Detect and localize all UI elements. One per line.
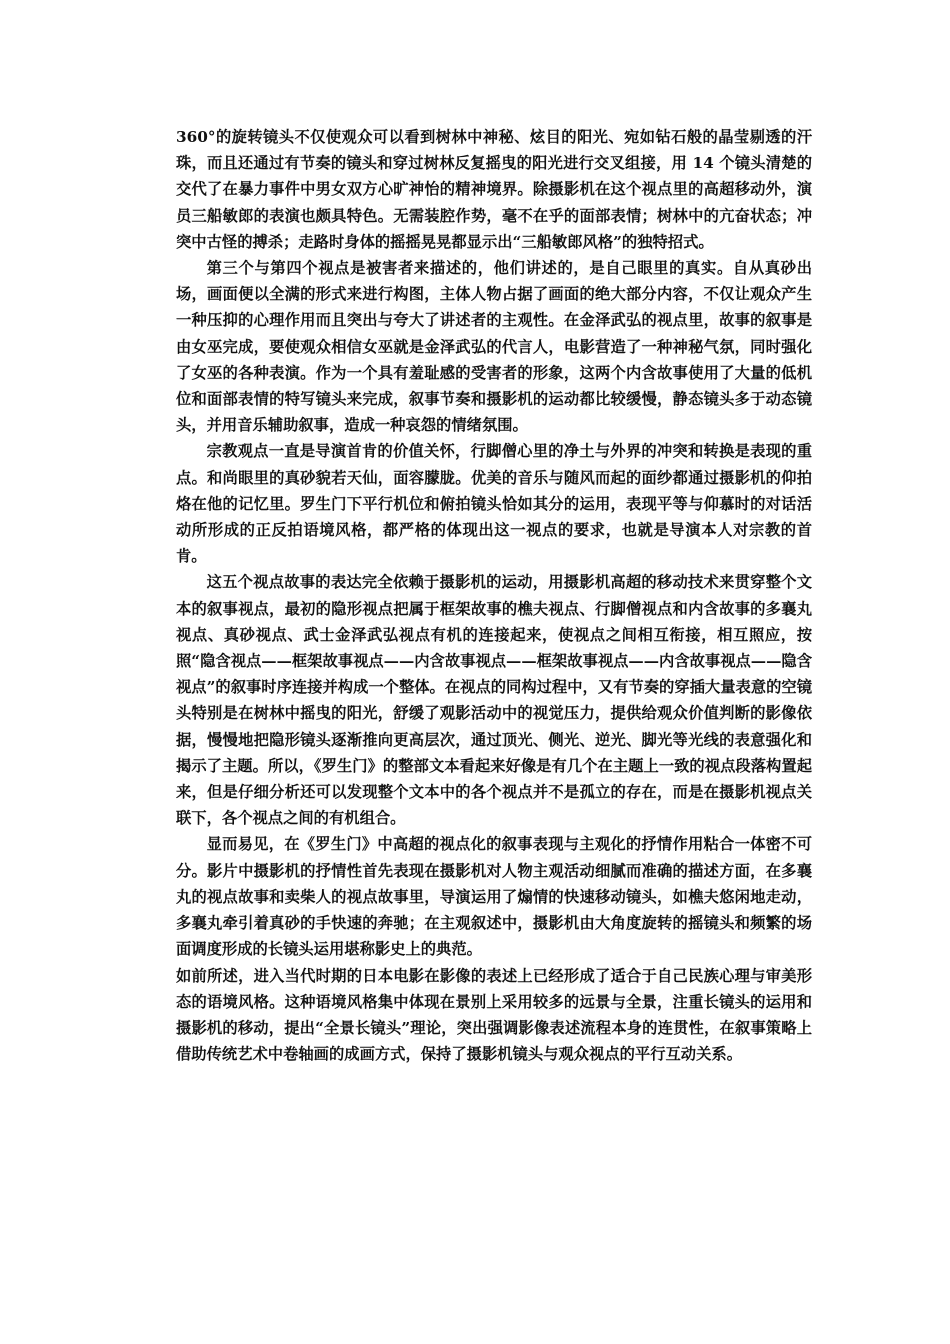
paragraph-3: 宗教观点一直是导演首肯的价值关怀，行脚僧心里的净土与外界的冲突和转换是表现的重点。和尚眼里的真砂貌若天仙，面容朦胧。优美的音乐与随风而起的面纱都通过摄影机的仰拍烙在他的记忆里。罗生门下平行机位和俯拍镜头恰如其分的运用，表现平等与仰慕时的对话活动所形成的正反拍语境风格，都严格的体现出这一视点的要求，也就是导演本人对宗教的首肯。: [176, 442, 812, 566]
paragraph-5: 显而易见，在《罗生门》中高超的视点化的叙事表现与主观化的抒情作用粘合一体密不可分。影片中摄影机的抒情性首先表现在摄影机对人物主观活动细腻而准确的描述方面，在多襄丸的视点故事和卖柴人的视点故事里，导演运用了煽情的快速移动镜头，如樵夫悠闲地走动，多襄丸牵引着真砂的手快速的奔驰；在主观叙述中，摄影机由大角度旋转的摇镜头和频繁的场面调度形成的长镜头运用堪称影史上的典范。: [176, 835, 812, 959]
paragraph-6: 如前所述，进入当代时期的日本电影在影像的表述上已经形成了适合于自己民族心理与审美形态的语境风格。这种语境风格集中体现在景别上采用较多的远景与全景，注重长镜头的运用和摄影机的移动，提出“全景长镜头”理论，突出强调影像表述流程本身的连贯性，在叙事策略上借助传统艺术中卷轴画的成画方式，保持了摄影机镜头与观众视点的平行互动关系。: [176, 966, 812, 1064]
paragraph-2: 第三个与第四个视点是被害者来描述的，他们讲述的，是自己眼里的真实。自从真砂出场，画面便以全满的形式来进行构图，主体人物占据了画面的绝大部分内容，不仅让观众产生一种压抑的心理作用而且突出与夸大了讲述者的主观性。在金泽武弘的视点里，故事的叙事是由女巫完成，要使观众相信女巫就是金泽武弘的代言人，电影营造了一种神秘气氛，同时强化了女巫的各种表演。作为一个具有羞耻感的受害者的形象，这两个内含故事使用了大量的低机位和面部表情的特写镜头来完成，叙事节奏和摄影机的运动都比较缓慢，静态镜头多于动态镜头，并用音乐辅助叙事，造成一种哀怨的情绪氛围。: [176, 259, 812, 435]
document-body: [176, 124, 812, 1067]
paragraph-1: 360°的旋转镜头不仅使观众可以看到树林中神秘、炫目的阳光、宛如钻石般的晶莹剔透的汗珠，而且还通过有节奏的镜头和穿过树林反复摇曳的阳光进行交叉组接，用 14 个镜头清楚的交代了在暴力事件中男女双方心旷神怡的精神境界。除摄影机在这个视点里的高超移动外，演员三船敏郎的表演也颇具特色。无需装腔作势，毫不在乎的面部表情；树林中的亢奋状态；冲突中古怪的搏杀；走路时身体的摇摇晃晃都显示出“三船敏郎风格”的独特招式。: [176, 128, 812, 251]
paragraph-4: 这五个视点故事的表达完全依赖于摄影机的运动，用摄影机高超的移动技术来贯穿整个文本的叙事视点，最初的隐形视点把属于框架故事的樵夫视点、行脚僧视点和内含故事的多襄丸视点、真砂视点、武士金泽武弘视点有机的连接起来，使视点之间相互衔接，相互照应，按照“隐含视点——框架故事视点——内含故事视点——框架故事视点——内含故事视点——隐含视点”的叙事时序连接并构成一个整体。在视点的同构过程中，又有节奏的穿插大量表意的空镜头特别是在树林中摇曳的阳光，舒缓了观影活动中的视觉压力，提供给观众价值判断的影像依据，慢慢地把隐形镜头逐渐推向更高层次，通过顶光、侧光、逆光、脚光等光线的表意强化和揭示了主题。所以，《罗生门》的整部文本看起来好像是有几个在主题上一致的视点段落构置起来，但是仔细分析还可以发现整个文本中的各个视点并不是孤立的存在，而是在摄影机视点关联下，各个视点之间的有机组合。: [176, 573, 812, 828]
